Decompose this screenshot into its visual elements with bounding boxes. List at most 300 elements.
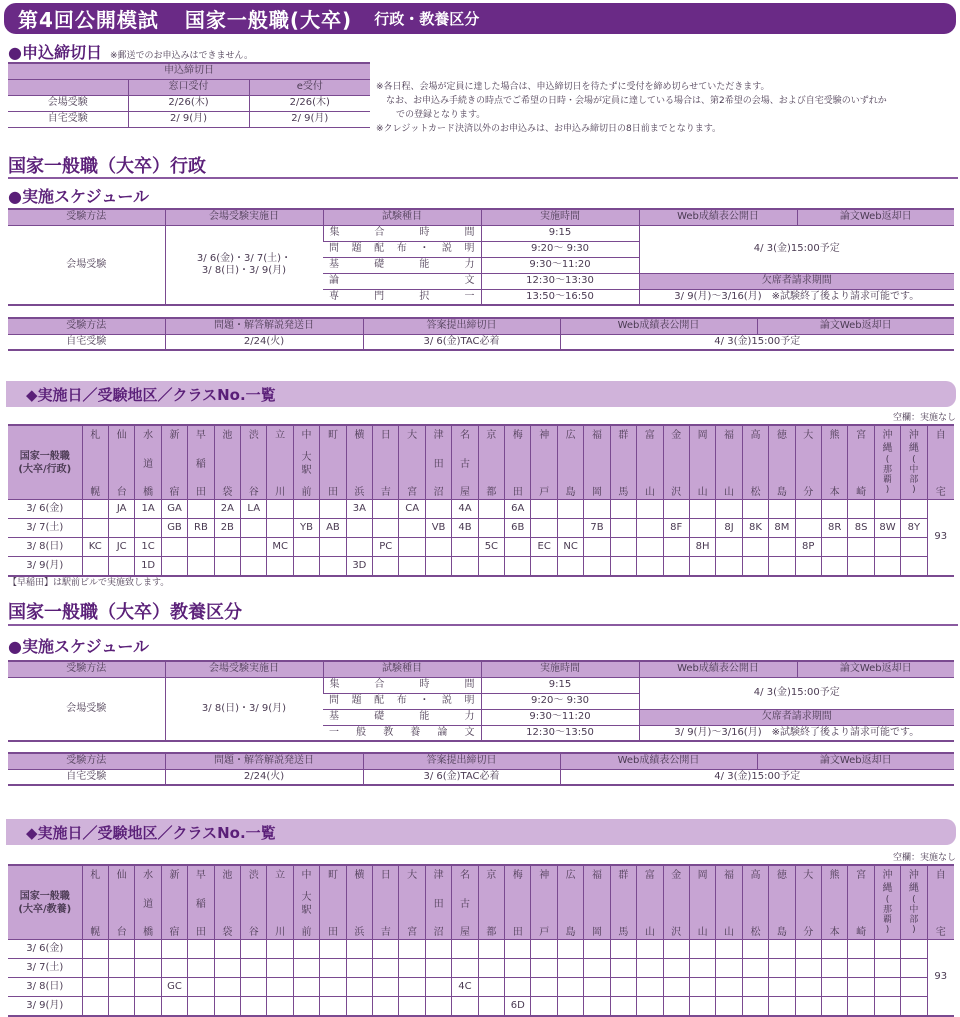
class-cell <box>742 538 768 557</box>
class-cell <box>161 538 187 557</box>
region-header: 町 田 <box>320 865 346 940</box>
class-cell <box>188 978 214 997</box>
class-cell <box>769 959 795 978</box>
class-cell <box>663 959 689 978</box>
region-header: 水 道 橋 <box>135 425 161 500</box>
class-cell <box>557 978 583 997</box>
region-header: 中 大 駅 前 <box>293 425 319 500</box>
class-cell <box>557 557 583 576</box>
class-cell <box>505 959 531 978</box>
class-cell: 8S <box>848 519 874 538</box>
class-cell <box>769 978 795 997</box>
region-header: 群 馬 <box>610 865 636 940</box>
class-cell <box>425 959 451 978</box>
class-cell <box>584 997 610 1016</box>
class-cell <box>293 959 319 978</box>
class-cell <box>214 538 240 557</box>
class-cell: GC <box>161 978 187 997</box>
region-header: 富 山 <box>637 865 663 940</box>
class-cell <box>848 997 874 1016</box>
class-cell: GA <box>161 500 187 519</box>
class-cell <box>241 978 267 997</box>
class-cell <box>373 959 399 978</box>
class-cell <box>637 538 663 557</box>
class-cell <box>742 997 768 1016</box>
region-header: 福 岡 <box>584 425 610 500</box>
class-cell <box>241 940 267 959</box>
class-cell: JC <box>108 538 134 557</box>
region-header: 岡 山 <box>689 865 715 940</box>
class-cell <box>821 997 847 1016</box>
region-header: 広 島 <box>557 865 583 940</box>
class-cell <box>135 519 161 538</box>
class-cell <box>188 500 214 519</box>
gyosei-class-heading: ◆実施日／受験地区／クラスNo.一覧 <box>6 381 956 407</box>
class-cell <box>82 978 108 997</box>
class-cell <box>716 940 742 959</box>
region-header: 自 宅 <box>927 425 954 500</box>
class-cell: 3D <box>346 557 372 576</box>
class-cell: NC <box>557 538 583 557</box>
region-header: 金 沢 <box>663 865 689 940</box>
class-cell <box>821 940 847 959</box>
class-cell <box>584 940 610 959</box>
region-header: 札 幌 <box>82 425 108 500</box>
class-cell <box>373 997 399 1016</box>
class-cell <box>716 997 742 1016</box>
class-cell <box>689 940 715 959</box>
class-cell <box>557 997 583 1016</box>
corner-header: 国家一般職 (大卒/教養) <box>8 865 82 940</box>
class-cell <box>373 978 399 997</box>
class-cell <box>610 959 636 978</box>
class-cell <box>689 997 715 1016</box>
class-cell <box>637 500 663 519</box>
class-cell <box>452 959 478 978</box>
region-header: 宮 崎 <box>848 865 874 940</box>
subject-essay: 論 文 <box>329 275 475 286</box>
region-header: 仙 台 <box>108 865 134 940</box>
divider <box>8 177 958 179</box>
table-row: 3/ 7(土) <box>8 959 954 978</box>
class-cell <box>663 997 689 1016</box>
region-header: 福 山 <box>716 425 742 500</box>
class-cell <box>478 500 504 519</box>
region-header: 町 田 <box>320 425 346 500</box>
gyosei-schedule-heading: ●実施スケジュール <box>8 187 150 206</box>
class-cell <box>425 940 451 959</box>
class-cell <box>373 940 399 959</box>
class-cell <box>82 557 108 576</box>
class-cell: GB <box>161 519 187 538</box>
class-cell <box>399 557 425 576</box>
class-cell <box>267 997 293 1016</box>
class-cell <box>769 500 795 519</box>
class-cell <box>557 500 583 519</box>
deadline-note: ※郵送でのお申込みはできません。 <box>109 51 254 61</box>
class-cell <box>637 940 663 959</box>
class-cell <box>241 557 267 576</box>
class-cell <box>135 959 161 978</box>
class-cell <box>584 978 610 997</box>
class-cell <box>901 557 927 576</box>
class-cell <box>848 557 874 576</box>
class-cell <box>637 959 663 978</box>
class-cell <box>346 997 372 1016</box>
kyoyo-home-table: 受験方法 問題・解答解説発送日 答案提出締切日 Web成績表公開日 論文Web返却日 自宅受験 2/24(火) 3/ 6(金)TAC必着 4/ 3(金)15:00予定 <box>8 752 954 786</box>
class-cell <box>769 940 795 959</box>
region-header: 立 川 <box>267 865 293 940</box>
class-cell <box>795 500 821 519</box>
class-cell: AB <box>320 519 346 538</box>
class-cell <box>874 978 900 997</box>
region-header: 大 分 <box>795 865 821 940</box>
class-cell <box>188 997 214 1016</box>
class-cell <box>848 940 874 959</box>
footnote: 【早稲田】は駅前ビルで実施致します。 <box>8 578 170 588</box>
class-cell <box>901 538 927 557</box>
class-cell <box>769 557 795 576</box>
class-cell <box>637 997 663 1016</box>
region-header: 日 吉 <box>373 425 399 500</box>
region-header: 熊 本 <box>821 425 847 500</box>
region-header: 高 松 <box>742 425 768 500</box>
kyoyo-schedule-heading: ●実施スケジュール <box>8 637 150 656</box>
class-cell <box>293 557 319 576</box>
class-cell <box>267 557 293 576</box>
region-header: 横 浜 <box>346 425 372 500</box>
class-cell <box>135 940 161 959</box>
gyosei-class-table <box>8 424 954 577</box>
region-header: 立 川 <box>267 425 293 500</box>
class-cell <box>346 519 372 538</box>
class-cell <box>346 978 372 997</box>
class-cell <box>214 940 240 959</box>
class-cell <box>373 519 399 538</box>
class-cell <box>161 997 187 1016</box>
class-cell <box>901 940 927 959</box>
class-cell: PC <box>373 538 399 557</box>
class-cell <box>478 940 504 959</box>
class-cell <box>161 959 187 978</box>
class-cell: RB <box>188 519 214 538</box>
class-cell <box>82 940 108 959</box>
class-cell: MC <box>267 538 293 557</box>
region-header: 日 吉 <box>373 865 399 940</box>
region-header: 京 都 <box>478 865 504 940</box>
class-cell: 8P <box>795 538 821 557</box>
class-cell <box>610 538 636 557</box>
class-cell: 8H <box>689 538 715 557</box>
table-row: 3/ 8(日) KC JC 1C MC PC 5C EC NC 8H 8P <box>8 538 954 557</box>
kyoyo-class-table <box>8 864 954 1017</box>
class-cell <box>267 959 293 978</box>
class-cell <box>108 940 134 959</box>
class-cell <box>82 997 108 1016</box>
region-header: 宮 崎 <box>848 425 874 500</box>
table-row: 3/ 9(月) 1D 3D <box>8 557 954 576</box>
class-cell <box>241 997 267 1016</box>
class-cell <box>716 500 742 519</box>
class-cell <box>795 997 821 1016</box>
class-cell <box>293 538 319 557</box>
class-cell: 8F <box>663 519 689 538</box>
region-header: 神 戸 <box>531 865 557 940</box>
region-header: 梅 田 <box>505 865 531 940</box>
class-cell <box>531 959 557 978</box>
class-cell <box>135 978 161 997</box>
subject-assembly: 集 合 時 間 <box>329 227 475 238</box>
class-cell <box>267 940 293 959</box>
class-cell: 5C <box>478 538 504 557</box>
class-cell: 4C <box>452 978 478 997</box>
class-cell <box>320 538 346 557</box>
class-cell <box>399 940 425 959</box>
class-cell <box>505 557 531 576</box>
class-cell <box>584 959 610 978</box>
class-cell: YB <box>293 519 319 538</box>
class-cell <box>214 959 240 978</box>
class-cell <box>82 519 108 538</box>
region-header: 梅 田 <box>505 425 531 500</box>
class-cell <box>452 997 478 1016</box>
deadline-heading: ●申込締切日 ※郵送でのお申込みはできません。 <box>8 43 254 62</box>
class-cell <box>848 500 874 519</box>
divider <box>8 624 958 626</box>
class-cell <box>531 940 557 959</box>
region-header: 徳 島 <box>769 865 795 940</box>
class-cell <box>425 978 451 997</box>
class-cell <box>108 997 134 1016</box>
class-cell <box>689 557 715 576</box>
class-cell <box>716 557 742 576</box>
table-row: 3/ 9(月) 6D <box>8 997 954 1016</box>
class-cell: 1A <box>135 500 161 519</box>
class-cell <box>320 557 346 576</box>
class-cell <box>610 978 636 997</box>
class-cell <box>689 978 715 997</box>
class-cell: 3A <box>346 500 372 519</box>
class-cell <box>795 519 821 538</box>
class-cell <box>425 557 451 576</box>
class-cell <box>874 940 900 959</box>
region-header: 沖 縄 ( 中 部 ) <box>901 865 927 940</box>
region-header: 岡 山 <box>689 425 715 500</box>
class-cell <box>821 500 847 519</box>
class-cell <box>637 557 663 576</box>
class-cell <box>108 978 134 997</box>
class-cell <box>161 940 187 959</box>
class-cell: 7B <box>584 519 610 538</box>
class-cell <box>241 519 267 538</box>
class-cell: KC <box>82 538 108 557</box>
region-header: 池 袋 <box>214 425 240 500</box>
class-cell: 6A <box>505 500 531 519</box>
class-cell: JA <box>108 500 134 519</box>
class-cell <box>452 538 478 557</box>
class-cell <box>663 538 689 557</box>
region-header: 福 山 <box>716 865 742 940</box>
region-header: 横 浜 <box>346 865 372 940</box>
class-cell <box>689 959 715 978</box>
class-cell <box>425 997 451 1016</box>
venue-dates: 3/ 6(金)・3/ 7(土)・ 3/ 8(日)・3/ 9(月) <box>165 225 323 305</box>
region-header: 早 稲 田 <box>188 865 214 940</box>
region-header: 名 古 屋 <box>452 425 478 500</box>
class-cell <box>637 519 663 538</box>
region-header: 渋 谷 <box>241 865 267 940</box>
class-cell <box>584 557 610 576</box>
class-cell <box>610 500 636 519</box>
class-cell: LA <box>241 500 267 519</box>
class-cell <box>108 557 134 576</box>
class-cell <box>769 997 795 1016</box>
class-cell <box>557 940 583 959</box>
class-cell <box>346 538 372 557</box>
class-cell: 4B <box>452 519 478 538</box>
region-header: 渋 谷 <box>241 425 267 500</box>
class-cell <box>531 997 557 1016</box>
kyoyo-section-title: 国家一般職（大卒）教養区分 <box>8 602 242 623</box>
class-cell: 8J <box>716 519 742 538</box>
class-cell <box>478 519 504 538</box>
region-header: 沖 縄 ( 那 覇 ) <box>874 425 900 500</box>
region-header: 福 岡 <box>584 865 610 940</box>
class-cell <box>320 978 346 997</box>
kyoyo-class-heading: ◆実施日／受験地区／クラスNo.一覧 <box>6 819 956 845</box>
corner-header: 国家一般職 (大卒/行政) <box>8 425 82 500</box>
region-header: 仙 台 <box>108 425 134 500</box>
blank-note: 空欄：実施なし <box>892 853 956 863</box>
class-cell <box>874 538 900 557</box>
class-cell <box>531 500 557 519</box>
region-header: 徳 島 <box>769 425 795 500</box>
region-header: 津 田 沼 <box>425 425 451 500</box>
banner-exam: 国家一般職(大卒) <box>184 8 353 32</box>
class-cell <box>742 959 768 978</box>
class-cell <box>135 997 161 1016</box>
class-cell <box>373 557 399 576</box>
gyosei-home-table: 受験方法 問題・解答解説発送日 答案提出締切日 Web成績表公開日 論文Web返却日 自宅受験 2/24(火) 3/ 6(金)TAC必着 4/ 3(金)15:00予定 <box>8 317 954 351</box>
class-cell <box>452 557 478 576</box>
class-cell <box>293 500 319 519</box>
region-header: 広 島 <box>557 425 583 500</box>
region-header: 津 田 沼 <box>425 865 451 940</box>
deadline-table-title: 申込締切日 <box>8 63 370 79</box>
region-header: 京 都 <box>478 425 504 500</box>
gyosei-venue-table: 受験方法 会場受験実施日 試験種目 実施時間 Web成績表公開日 論文Web返却日 会場受験 3/ 6(金)・3/ 7(土)・ 3/ 8(日)・3/ 9(月) 集 合 時 間 9:15 4/ 3(金)15:00予定 問 題 配 布 ・ 説 明 9:20～ 9:30 基 礎 能 力 9:30～11:20 論 文 12:30～13:30 欠席者請求期間 専 門 択 一 13:50～16:50 3/ 9(月)～3/16(月) ※試験終了後より請求可能です。 <box>8 208 954 306</box>
region-header: 熊 本 <box>821 865 847 940</box>
region-header: 早 稲 田 <box>188 425 214 500</box>
region-header: 沖 縄 ( 中 部 ) <box>901 425 927 500</box>
class-cell <box>241 959 267 978</box>
class-cell <box>531 519 557 538</box>
class-cell <box>795 978 821 997</box>
class-cell <box>214 997 240 1016</box>
class-cell <box>610 997 636 1016</box>
region-header: 名 古 屋 <box>452 865 478 940</box>
class-cell: 8K <box>742 519 768 538</box>
region-header: 大 宮 <box>399 865 425 940</box>
class-cell <box>874 500 900 519</box>
region-header: 水 道 橋 <box>135 865 161 940</box>
class-cell <box>795 940 821 959</box>
class-cell <box>214 978 240 997</box>
class-cell: 1D <box>135 557 161 576</box>
deadline-notes: ※各日程、会場が定員に達した場合は、申込締切日を待たずに受付を締め切らせていただきます。 なお、お申込み手続きの時点でご希望の日時・会場が定員に達している場合は、第2希望の会場、および自宅受験のいずれか での登録となります。 ※クレジットカード決済以外のお申込みは、お申込み締切日の8日前までとなります。 <box>376 82 887 134</box>
banner-title: 第4回公開模試 <box>18 8 159 32</box>
class-cell <box>505 978 531 997</box>
home-class-cell: 93 <box>927 500 954 576</box>
class-cell <box>478 557 504 576</box>
class-cell: 6B <box>505 519 531 538</box>
subject-distribution: 問 題 配 布 ・ 説 明 <box>329 243 475 254</box>
subject-basic: 基 礎 能 力 <box>329 259 475 270</box>
class-cell <box>161 557 187 576</box>
class-cell <box>742 940 768 959</box>
deadline-table: 申込締切日 窓口受付 e受付 会場受験 2/26(木) 2/26(木) 自宅受験 2/ 9(月) 2/ 9(月) <box>8 62 370 128</box>
class-cell <box>531 978 557 997</box>
class-cell <box>320 959 346 978</box>
class-cell <box>557 519 583 538</box>
class-cell <box>821 978 847 997</box>
class-cell <box>188 940 214 959</box>
class-cell <box>848 959 874 978</box>
class-cell <box>346 940 372 959</box>
class-cell <box>346 959 372 978</box>
class-cell <box>399 978 425 997</box>
region-header: 沖 縄 ( 那 覇 ) <box>874 865 900 940</box>
region-header: 群 馬 <box>610 425 636 500</box>
table-row: 3/ 8(日) GC 4C <box>8 978 954 997</box>
class-cell <box>425 500 451 519</box>
table-row: 3/ 7(土) GB RB 2B YB AB VB 4B 6B 7B 8F 8J 8K 8M 8R 8S 8W 8Y <box>8 519 954 538</box>
region-header: 金 沢 <box>663 425 689 500</box>
class-cell <box>452 940 478 959</box>
class-cell <box>584 500 610 519</box>
class-cell <box>610 940 636 959</box>
class-cell <box>663 940 689 959</box>
class-cell <box>478 978 504 997</box>
class-cell <box>478 959 504 978</box>
class-cell <box>293 978 319 997</box>
blank-note: 空欄：実施なし <box>892 413 956 423</box>
class-cell <box>663 500 689 519</box>
region-header: 池 袋 <box>214 865 240 940</box>
class-cell <box>821 538 847 557</box>
class-cell: 2B <box>214 519 240 538</box>
subject-specialty: 専 門 択 一 <box>329 290 475 302</box>
banner-category: 行政・教養区分 <box>374 10 480 28</box>
class-cell <box>637 978 663 997</box>
class-cell <box>821 959 847 978</box>
region-header: 大 宮 <box>399 425 425 500</box>
class-cell <box>505 538 531 557</box>
class-cell <box>689 519 715 538</box>
class-cell <box>293 997 319 1016</box>
class-cell <box>663 978 689 997</box>
class-cell <box>716 538 742 557</box>
class-cell <box>742 500 768 519</box>
class-cell: VB <box>425 519 451 538</box>
class-cell <box>610 557 636 576</box>
kyoyo-venue-table: 受験方法 会場受験実施日 試験種目 実施時間 Web成績表公開日 論文Web返却日 会場受験 3/ 8(日)・3/ 9(月) 集 合 時 間 9:15 4/ 3(金)15:00予定 問 題 配 布 ・ 説 明 9:20～ 9:30 基 礎 能 力 9:30～11:20 欠席者請求期間 一 般 教 養 論 文 12:30～13:50 3/ 9(月)～3/16(月) ※試験終了後より請求可能です。 <box>8 660 954 742</box>
class-cell: 2A <box>214 500 240 519</box>
region-header: 新 宿 <box>161 865 187 940</box>
class-cell <box>584 538 610 557</box>
class-cell <box>214 557 240 576</box>
class-cell <box>373 500 399 519</box>
